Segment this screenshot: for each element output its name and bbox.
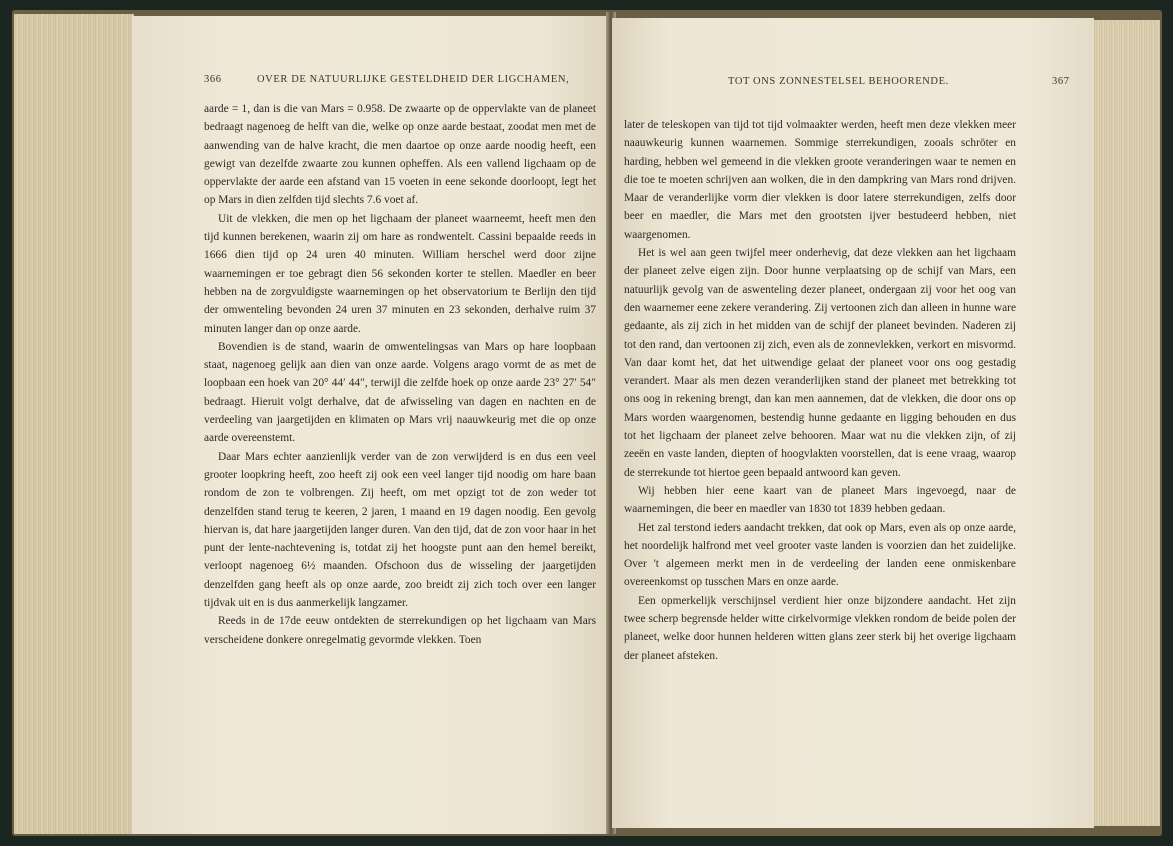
right-paragraph: later de teleskopen van tijd tot tijd volmaakter werden, heeft men deze vlekken meer naauwkeurig kunnen waarnemen. Sommige sterrekundigen, zooals schröter en harding, hebben wel gemeend in die vlekken groote veranderingen waar te nemen en die toe te moeten schrijven aan wolken, die in den dampkring van Mars rond drijven. Maar de veranderlijke vorm dier vlekken is door latere sterrekundigen, zelfs door beer en maedler, die Mars met den grootsten ijver bestudeerd hebben, niet waargenomen. bbox=[624, 119, 1016, 241]
left-page-edges bbox=[14, 14, 134, 834]
left-page-number: 366 bbox=[204, 74, 222, 85]
right-page-edges bbox=[1090, 20, 1160, 826]
right-page-number: 367 bbox=[1052, 76, 1070, 87]
left-page bbox=[132, 16, 610, 834]
left-paragraph: aarde = 1, dan is die van Mars = 0.958. De zwaarte op de oppervlakte van de planeet bedraagt nagenoeg de helft van die, welke op onze aarde bestaat, zoodat men met de aanwending van de halve kracht, die men daartoe op onze aarde noodig heeft, een gewigt van dezelfde zwaarte zou kunnen opheffen. Als een vallend ligchaam op de oppervlakte der aarde een afstand van 15 voeten in eene sekonde doorloopt, legt het op Mars in dien zelfden tijd slechts 7.6 voet af. bbox=[204, 103, 596, 207]
right-page-body bbox=[624, 116, 1016, 665]
right-paragraph: Het zal terstond ieders aandacht trekken, dat ook op Mars, even als op onze aarde, het noordelijk halfrond met veel grooter vaste landen is voorzien dan het zuidelijke. Over 't algemeen merkt men in de verdeeling der landen eene onmiskenbare overeenkomst op tusschen Mars en onze aarde. bbox=[624, 521, 1016, 589]
right-paragraph: Wij hebben hier eene kaart van de planeet Mars ingevoegd, naar de waarnemingen, die beer en maedler van 1830 tot 1839 hebben gedaan. bbox=[624, 484, 1016, 516]
left-paragraph: Reeds in de 17de eeuw ontdekten de sterrekundigen op het ligchaam van Mars verscheidene donkere onregelmatig gevormde vlekken. Toen bbox=[204, 615, 596, 646]
right-paragraph: Een opmerkelijk verschijnsel verdient hier onze bijzondere aandacht. Het zijn twee scherp begrensde helder witte cirkelvormige vlekken rondom de beide polen der planeet, welke door hunnen helderen witten glans zeer sterk bij het overige ligchaam der planeet afsteken. bbox=[624, 594, 1016, 662]
left-paragraph: Bovendien is de stand, waarin de omwentelingsas van Mars op hare loopbaan staat, nagenoeg gelijk aan dien van onze aarde. Volgens arago vormt de as met de loopbaan een hoek van 20° 44′ 44″, terwijl die zelfde hoek op onze aarde 23° 27′ 54″ bedraagt. Hieruit volgt derhalve, dat de afwisseling van dagen en nachten en de verdeeling van jaargetijden en klimaten op Mars vrij naauwkeurig met die op onze aarde overeenstemt. bbox=[204, 340, 596, 445]
right-page bbox=[612, 18, 1094, 828]
left-paragraph: Daar Mars echter aanzienlijk verder van de zon verwijderd is en dus een veel grooter loopkring heeft, zoo heeft zij ook een veel langer tijd noodig om hare baan rondom de zon te volbrengen. Zij heeft, om met opzigt tot de zon weder tot denzelfden stand terug te keeren, 2 jaren, 1 maand en 19 dagen noodig. Een gevolg hiervan is, dat hare jaargetijden langer duren. Van den tijd, dat de zon voor haar in het punt der lente-nachtevening is, totdat zij het hoogste punt aan den hemel bereikt, verloopt nagenoeg 6½ maanden. Ofschoon dus de wisseling der jaargetijden denzelfden gang heeft als op onze aarde, zoo breidt zij zich toch over een langer tijdvak uit en is dus aanmerkelijk langzamer. bbox=[204, 450, 596, 610]
right-paragraph: Het is wel aan geen twijfel meer onderhevig, dat deze vlekken aan het ligchaam der planeet zelve eigen zijn. Door hunne verplaatsing op de schijf van Mars, een natuurlijk gevolg van de aswenteling dezer planeet, ondergaan zij voor het oog van den waarnemer eene zekere verandering. Zij vertoonen zich dan alleen in hunne ware gedaante, als zij zich in het midden van de schijf der planeet bevinden. Naderen zij tot den rand, dan vertoonen zij zich, even als de zonnevlekken, verkort en misvormd. Van daar komt het, dat het uitwendige gelaat der planeet voor ons oog gestadig verandert. Maar als men dezen veranderlijken stand der planeet met betrekking tot ons oog in rekening brengt, dan kan men aannemen, dat de vlekken, die door ons op Mars worden waargenomen, bestendig hunne gedaante en ligging behouden en dus tot het ligchaam der planeet zelve behooren. Maar wat nu die vlekken zijn, of zij zeeën en vaste landen, diepten of hoogvlakten voorstellen, dat is eene vraag, waarop de sterrekunde tot hiertoe geen bepaald antwoord kan geven. bbox=[624, 247, 1016, 479]
left-running-head: OVER DE NATUURLIJKE GESTELDHEID DER LIGCHAMEN, bbox=[257, 74, 570, 85]
left-page-body bbox=[204, 100, 596, 649]
left-paragraph: Uit de vlekken, die men op het ligchaam der planeet waarneemt, heeft men den tijd kunnen berekenen, waarin zij om hare as rondwentelt. Cassini bepaalde reeds in 1666 dien tijd op 24 uren 40 minuten. William herschel werd door zijne waarnemingen er toe gebragt dien 56 sekonden korter te stellen. Maedler en beer hebben na de zorgvuldigste waarnemingen op het observatorium te Berlijn den tijd der omwenteling bevonden 24 uren 37 minuten en 23 sekonden, derhalve ruim 37 minuten langer dan op onze aarde. bbox=[204, 212, 596, 335]
right-running-head: TOT ONS ZONNESTELSEL BEHOORENDE. bbox=[728, 76, 949, 87]
